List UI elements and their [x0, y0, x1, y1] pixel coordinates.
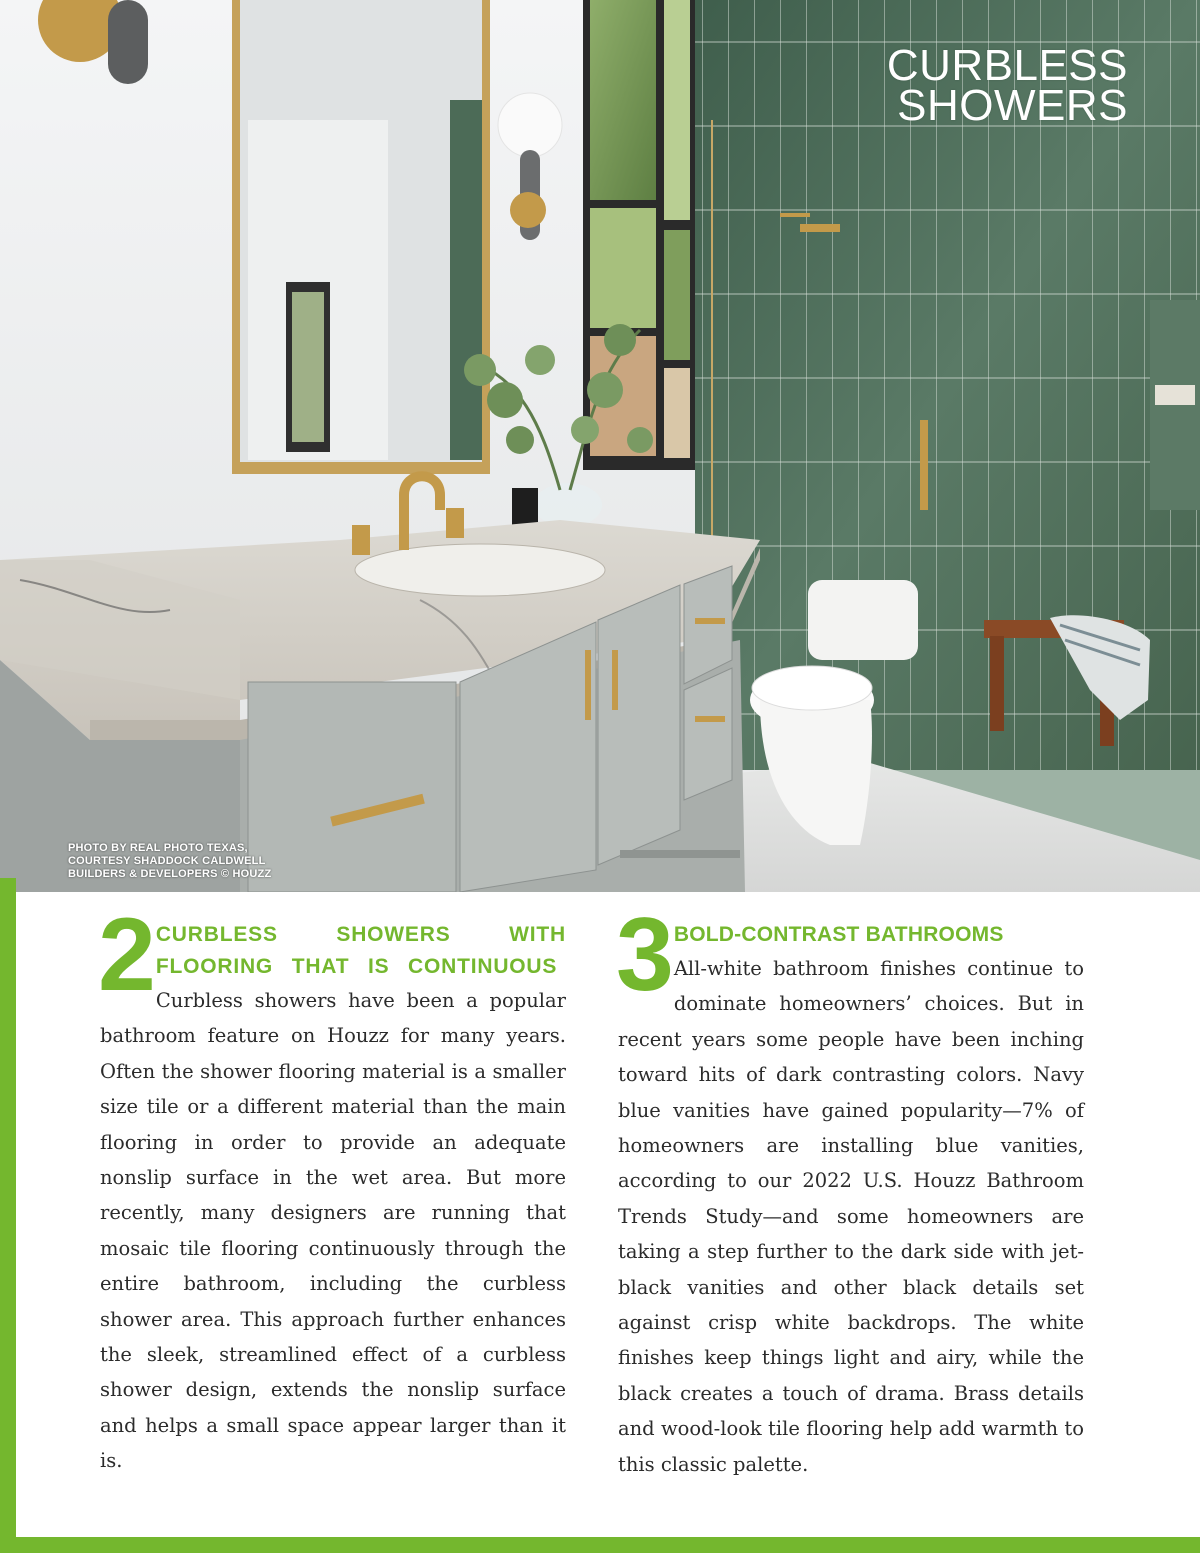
section-heading: CURBLESS SHOWERS WITH FLOORING THAT IS CONTINUOUS — [155, 923, 566, 978]
photo-credit-line-1: PHOTO BY REAL PHOTO TEXAS, — [68, 842, 248, 854]
section-number: 2 — [98, 897, 152, 1013]
section-bold-contrast — [616, 897, 1084, 1482]
section-number: 3 — [616, 897, 670, 1013]
headline-line-1: CURBLESS — [886, 41, 1128, 90]
photo-credit-line-3: BUILDERS & DEVELOPERS © HOUZZ — [68, 868, 272, 880]
accent-frame-left — [0, 878, 16, 1538]
photo-headline — [886, 41, 1128, 130]
section-body: Curbless showers have been a popular bathroom feature on Houzz for many years. Often the shower flooring material is a smaller size tile or a different material than the main flooring in order to provide an adequate nonslip surface in the wet area. But more recently, many designers are running that mosaic tile flooring continuously through the entire bathroom, including the curbless shower area. This approach further enhances the sleek, streamlined effect of a curbless shower design, extends the nonslip surface and helps a small space appear larger than it is. — [100, 989, 566, 1473]
headline-line-2: SHOWERS — [897, 81, 1128, 130]
section-body: All-white bathroom finishes continue to dominate homeowners’ choices. But in recent years some people have been inching toward hits of dark contrasting colors. Navy blue vanities have gained popularity—7% of homeowners are installing blue vanities, according to our 2022 U.S. Houzz Bathroom Trends Study—and some homeowners are taking a step further to the dark side with jet-black vanities and other black details set against crisp white backdrops. The white finishes keep things light and airy, while the black creates a touch of drama. Brass details and wood-look tile flooring help add warmth to this classic palette. — [618, 957, 1084, 1476]
section-curbless-showers — [98, 897, 566, 1479]
section-heading: BOLD-CONTRAST BATHROOMS — [673, 923, 1004, 946]
photo-credit-line-2: COURTESY SHADDOCK CALDWELL — [68, 855, 266, 867]
photo-credit — [68, 842, 271, 881]
accent-frame-bottom — [0, 1537, 1200, 1553]
